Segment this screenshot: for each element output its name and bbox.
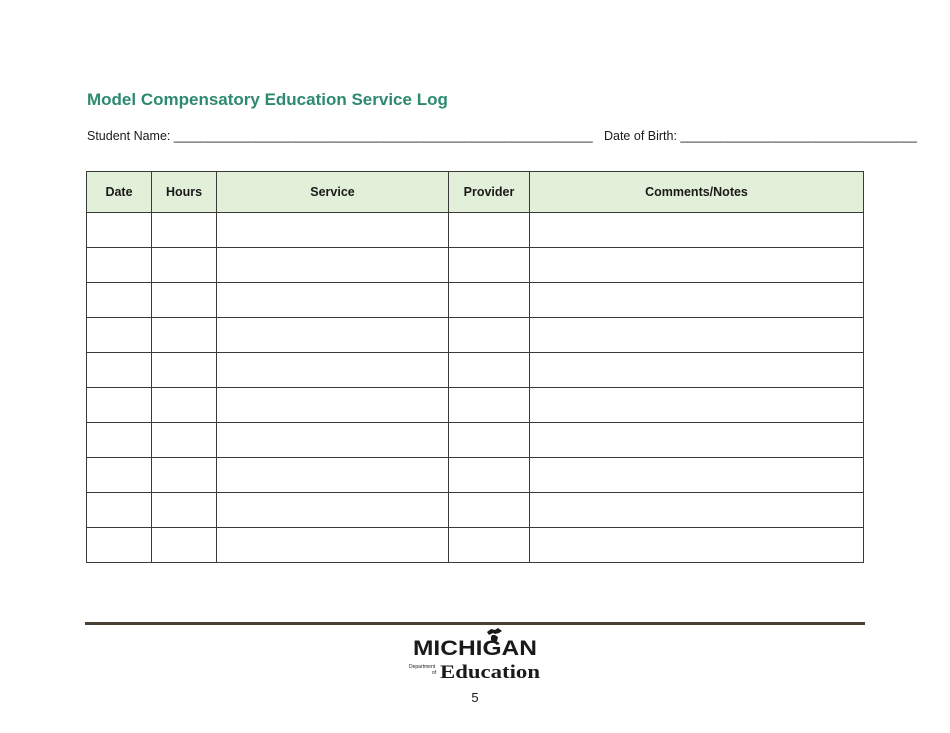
table-row [87, 423, 864, 458]
cell-date[interactable] [87, 458, 152, 493]
footer-divider [85, 622, 865, 625]
page-title: Model Compensatory Education Service Log [87, 90, 448, 109]
column-header-date: Date [87, 172, 152, 213]
logo-of-text: of [432, 670, 437, 676]
date-of-birth-label: Date of Birth: [603, 129, 677, 143]
cell-hours[interactable] [152, 248, 217, 283]
table-row [87, 493, 864, 528]
cell-hours[interactable] [152, 423, 217, 458]
cell-provider[interactable] [449, 528, 530, 563]
cell-hours[interactable] [152, 283, 217, 318]
cell-date[interactable] [87, 493, 152, 528]
table-row [87, 318, 864, 353]
cell-provider[interactable] [449, 388, 530, 423]
cell-date[interactable] [87, 318, 152, 353]
cell-provider[interactable] [449, 353, 530, 388]
cell-comments[interactable] [530, 458, 864, 493]
service-log-table [86, 171, 864, 563]
table-row [87, 458, 864, 493]
column-header-service: Service [217, 172, 449, 213]
cell-date[interactable] [87, 248, 152, 283]
cell-provider[interactable] [449, 493, 530, 528]
cell-service[interactable] [217, 248, 449, 283]
table-header-row [87, 172, 864, 213]
table-row [87, 528, 864, 563]
cell-service[interactable] [217, 388, 449, 423]
cell-service[interactable] [217, 213, 449, 248]
cell-date[interactable] [87, 423, 152, 458]
table-row [87, 353, 864, 388]
cell-hours[interactable] [152, 458, 217, 493]
cell-service[interactable] [217, 423, 449, 458]
cell-hours[interactable] [152, 493, 217, 528]
logo-wordmark-michigan: MICHIGAN [413, 637, 537, 660]
cell-date[interactable] [87, 528, 152, 563]
page-number: 5 [471, 690, 479, 705]
cell-service[interactable] [217, 353, 449, 388]
logo-wordmark-education: Education [440, 662, 541, 682]
student-name-line[interactable]: ______________________________________________________________ [173, 129, 593, 143]
cell-comments[interactable] [530, 388, 864, 423]
cell-comments[interactable] [530, 213, 864, 248]
table-row [87, 213, 864, 248]
cell-date[interactable] [87, 388, 152, 423]
cell-provider[interactable] [449, 458, 530, 493]
column-header-hours: Hours [152, 172, 217, 213]
cell-hours[interactable] [152, 388, 217, 423]
table-body [87, 213, 864, 563]
cell-hours[interactable] [152, 353, 217, 388]
table-row [87, 248, 864, 283]
cell-hours[interactable] [152, 213, 217, 248]
cell-comments[interactable] [530, 318, 864, 353]
cell-provider[interactable] [449, 318, 530, 353]
logo-department-text: Department [409, 664, 436, 670]
cell-provider[interactable] [449, 283, 530, 318]
cell-comments[interactable] [530, 493, 864, 528]
cell-service[interactable] [217, 283, 449, 318]
cell-hours[interactable] [152, 528, 217, 563]
cell-service[interactable] [217, 493, 449, 528]
cell-date[interactable] [87, 213, 152, 248]
cell-comments[interactable] [530, 248, 864, 283]
cell-date[interactable] [87, 353, 152, 388]
cell-date[interactable] [87, 283, 152, 318]
michigan-education-logo [405, 628, 545, 682]
cell-service[interactable] [217, 528, 449, 563]
table-row [87, 388, 864, 423]
date-of-birth-line[interactable]: ___________________________________ [680, 129, 917, 143]
cell-provider[interactable] [449, 248, 530, 283]
cell-hours[interactable] [152, 318, 217, 353]
cell-provider[interactable] [449, 423, 530, 458]
cell-comments[interactable] [530, 528, 864, 563]
cell-service[interactable] [217, 318, 449, 353]
cell-comments[interactable] [530, 353, 864, 388]
cell-comments[interactable] [530, 283, 864, 318]
cell-provider[interactable] [449, 213, 530, 248]
table-row [87, 283, 864, 318]
student-info-fields [87, 129, 917, 143]
student-name-label: Student Name: [87, 129, 171, 143]
column-header-provider: Provider [449, 172, 530, 213]
cell-service[interactable] [217, 458, 449, 493]
cell-comments[interactable] [530, 423, 864, 458]
column-header-comments: Comments/Notes [530, 172, 864, 213]
